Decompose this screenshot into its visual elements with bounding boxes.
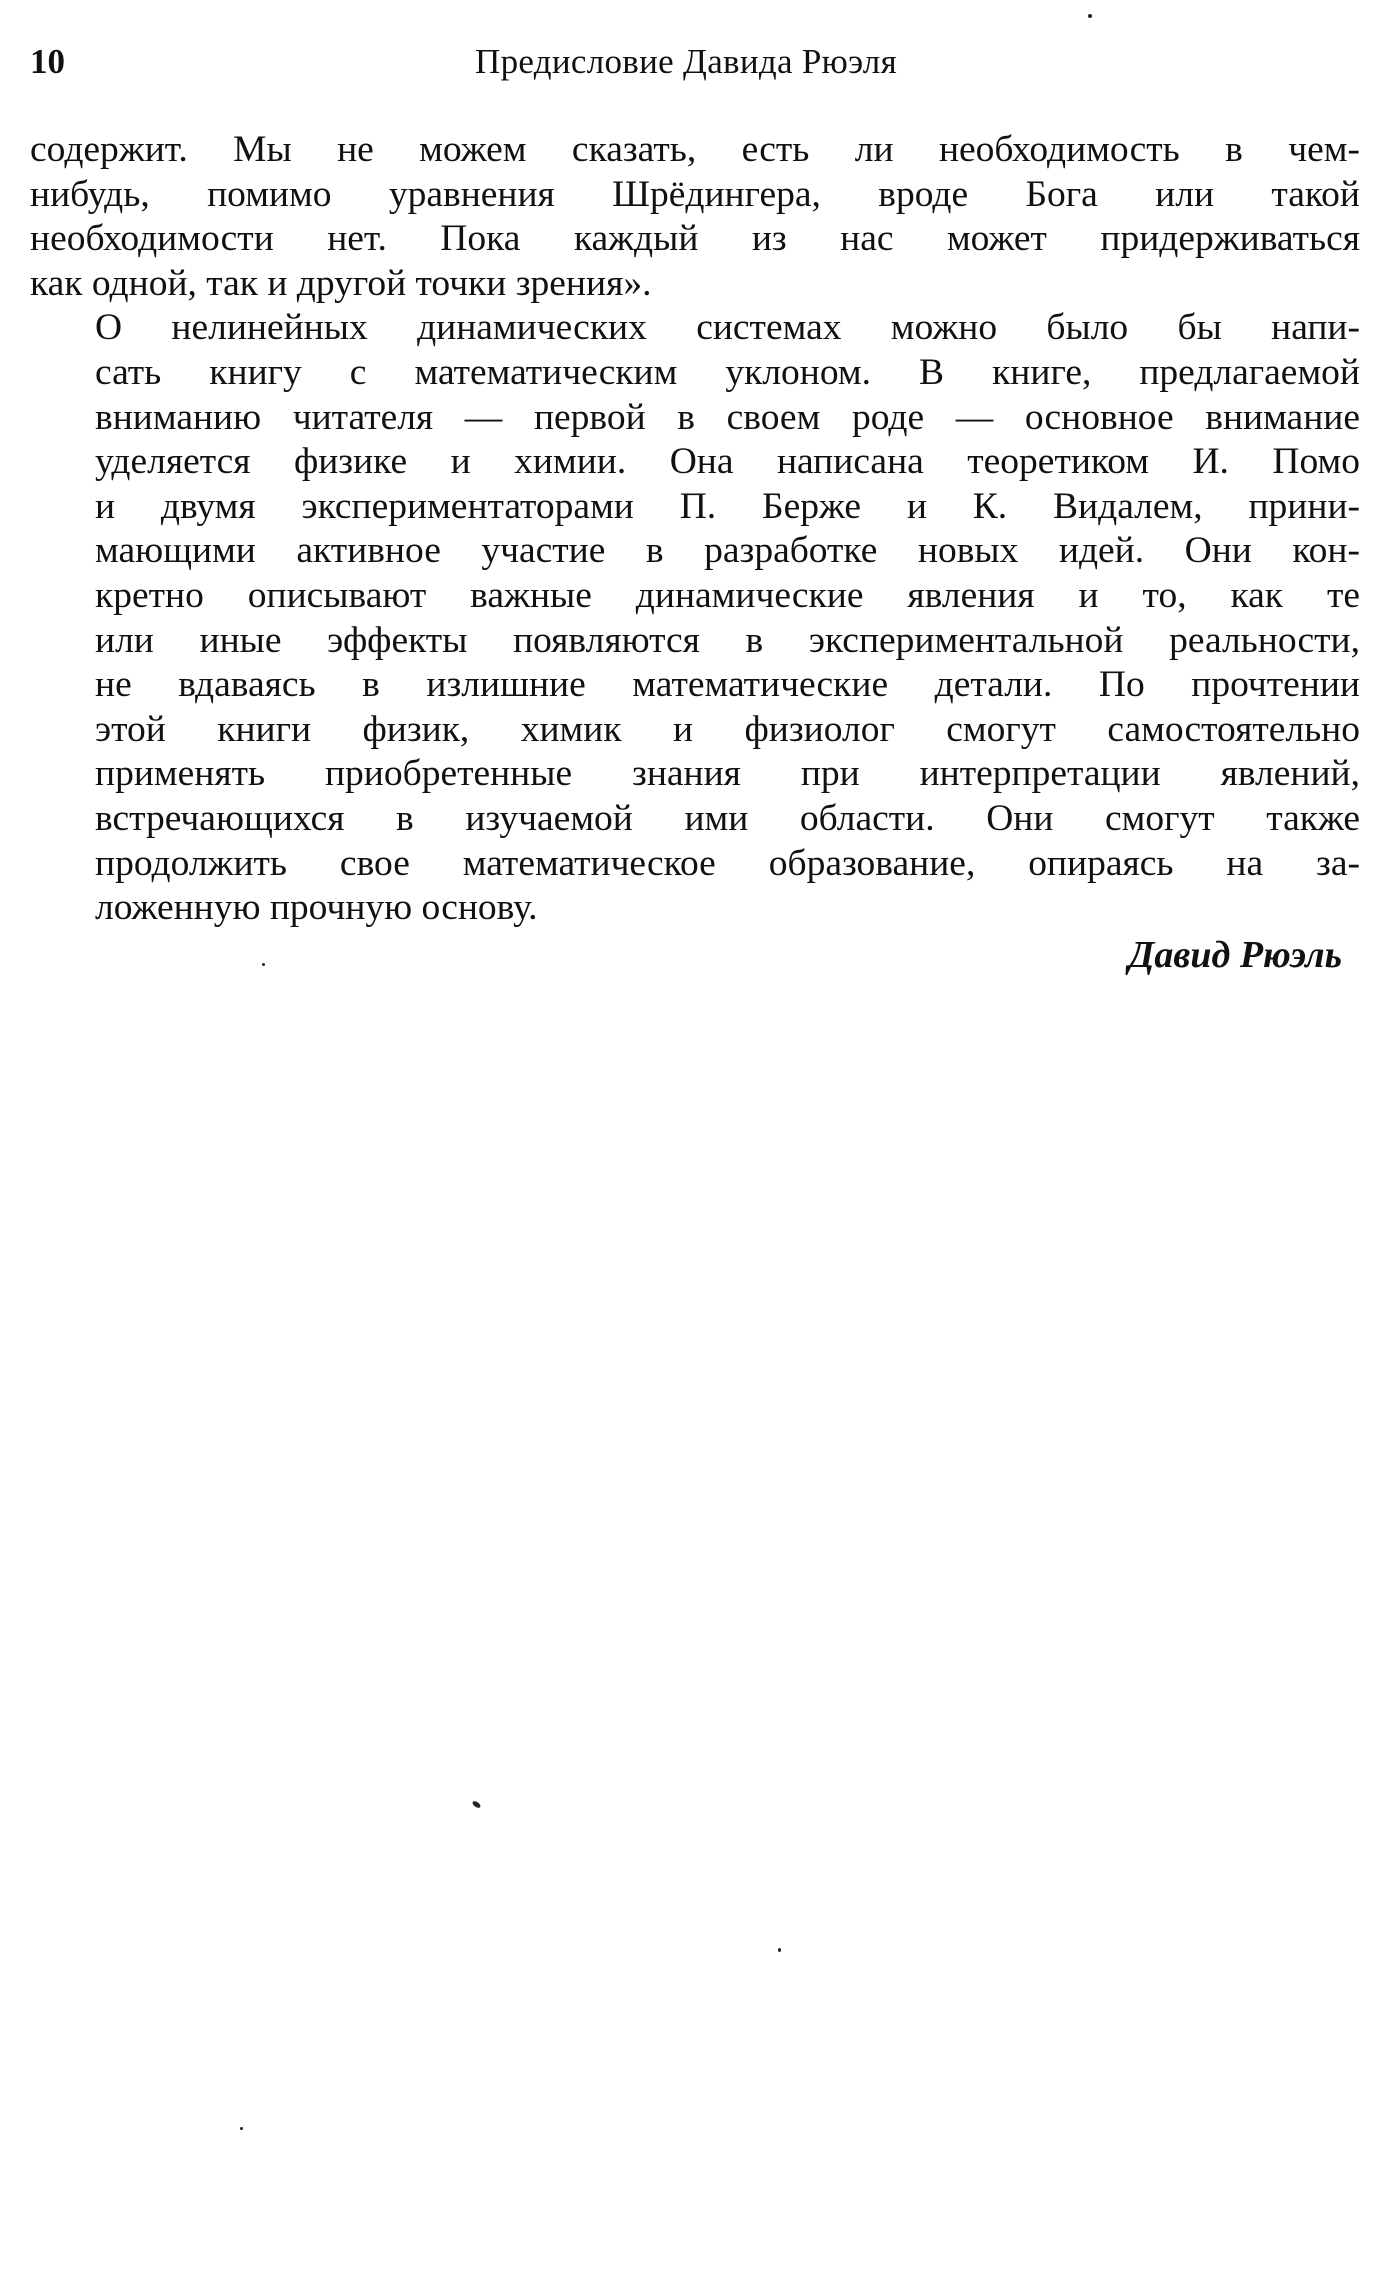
text-line: не вдаваясь в излишние математические детали. По прочтении [95,664,1360,706]
author-signature: Давид Рюэль [1128,934,1342,976]
body-text [30,128,1360,931]
page-number: 10 [30,42,65,81]
text-line: и двумя экспериментаторами П. Берже и К. Видалем, прини- [95,485,1360,527]
text-line: вниманию читателя — первой в своем роде — основное внимание [95,396,1360,438]
text-line: встречающихся в изучаемой ими области. Они смогут также [95,797,1360,839]
text-line: кретно описывают важные динамические явления и то, как те [95,574,1360,616]
running-head [30,38,1342,86]
text-line: уделяется физике и химии. Она написана теоретиком И. Помо [95,441,1360,483]
scan-speck [240,2127,243,2130]
running-title: Предисловие Давида Рюэля [475,42,897,81]
text-line: этой книги физик, химик и физиолог смогут самостоятельно [95,708,1360,750]
text-line: сать книгу с математическим уклоном. В книге, предлагаемой [95,351,1360,393]
scan-speck [778,1948,781,1952]
scan-speck [471,1800,481,1809]
text-line: мающими активное участие в разработке новых идей. Они кон- [95,530,1360,572]
text-line: продолжить свое математическое образование, опираясь на за- [95,842,1360,884]
text-line: содержит. Мы не можем сказать, есть ли необходимость в чем- [30,129,1360,170]
paragraph-1 [30,128,1360,306]
scan-speck [262,963,265,966]
text-line: ложенную прочную основу. [95,887,538,929]
text-line: необходимости нет. Пока каждый из нас может придерживаться [30,218,1360,260]
text-line: или иные эффекты появляются в экспериментальной реальности, [95,619,1360,661]
text-line: О нелинейных динамических системах можно было бы напи- [95,307,1360,349]
scan-speck [1088,14,1092,18]
text-line: применять приобретенные знания при интерпретации явлений, [95,753,1360,795]
text-line: нибудь, помимо уравнения Шрёдингера, вроде Бога или такой [30,173,1360,215]
text-line: как одной, так и другой точки зрения». [30,262,652,304]
paragraph-2 [30,306,1360,930]
